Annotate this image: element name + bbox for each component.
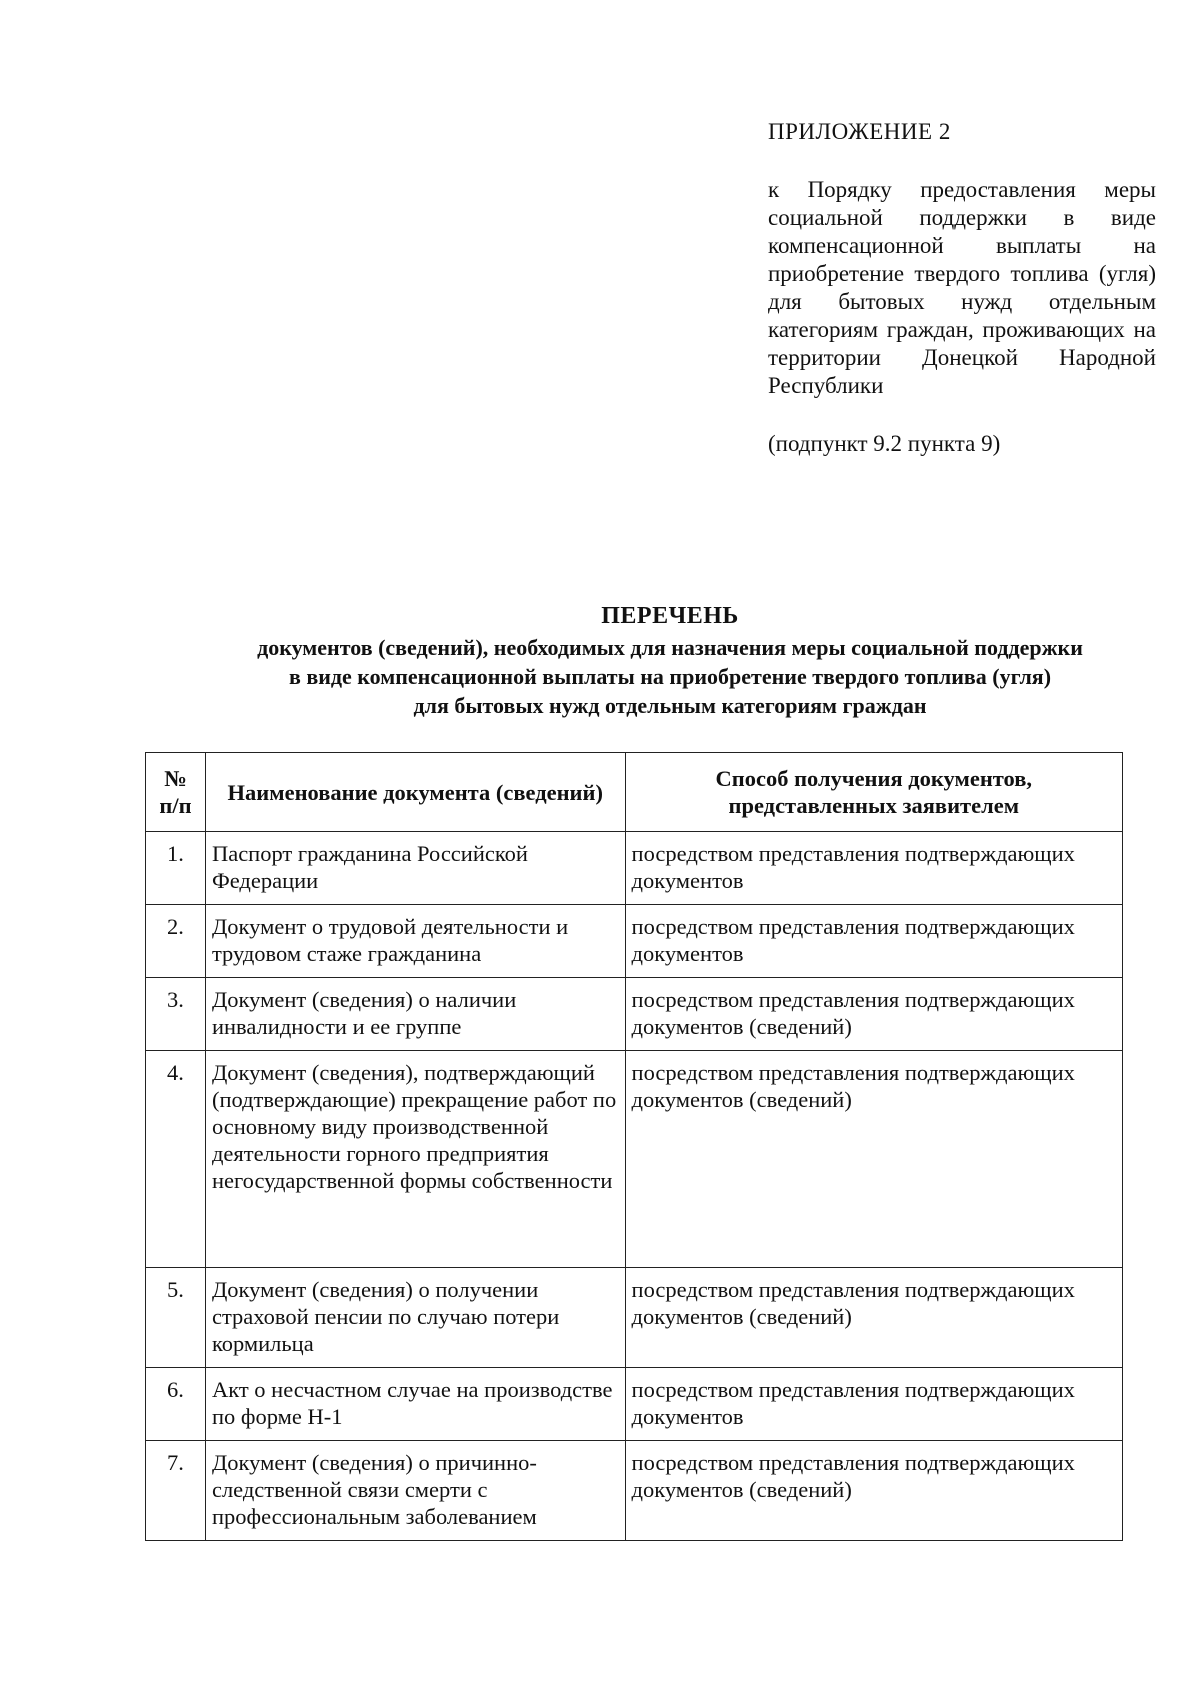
row-method: посредством представления подтверждающих документов — [625, 905, 1122, 978]
row-method: посредством представления подтверждающих документов — [625, 832, 1122, 905]
row-number: 3. — [146, 978, 206, 1051]
table-header-row — [146, 753, 1123, 832]
table-row — [146, 905, 1123, 978]
table-row — [146, 1268, 1123, 1368]
row-document-name: Документ (сведения) о наличии инвалидности и ее группе — [205, 978, 625, 1051]
row-method: посредством представления подтверждающих документов (сведений) — [625, 1268, 1122, 1368]
heading-line-2: в виде компенсационной выплаты на приобретение твердого топлива (угля) — [288, 664, 1052, 689]
header-document-name: Наименование документа (сведений) — [205, 753, 625, 832]
row-method: посредством представления подтверждающих документов (сведений) — [625, 1051, 1122, 1268]
row-number: 2. — [146, 905, 206, 978]
table-row — [146, 978, 1123, 1051]
row-method: посредством представления подтверждающих документов — [625, 1368, 1122, 1441]
row-number: 4. — [146, 1051, 206, 1268]
row-document-name: Документ (сведения) о получении страховой пенсии по случаю потери кормильца — [205, 1268, 625, 1368]
row-method: посредством представления подтверждающих документов (сведений) — [625, 1441, 1122, 1541]
row-document-name: Документ (сведения) о причинно-следственной связи смерти с профессиональным заболеванием — [205, 1441, 625, 1541]
row-document-name: Акт о несчастном случае на производстве по форме Н-1 — [205, 1368, 625, 1441]
row-document-name: Документ о трудовой деятельности и трудовом стаже гражданина — [205, 905, 625, 978]
table-row — [146, 1051, 1123, 1268]
row-document-name: Документ (сведения), подтверждающий (подтверждающие) прекращение работ по основному виду производственной деятельности горного предприятия негосударственной формы собственности — [205, 1051, 625, 1268]
table-row — [146, 1441, 1123, 1541]
row-number: 5. — [146, 1268, 206, 1368]
appendix-subpoint: (подпункт 9.2 пункта 9) — [768, 431, 1001, 456]
row-document-name: Паспорт гражданина Российской Федерации — [205, 832, 625, 905]
table-row — [146, 832, 1123, 905]
heading-title: ПЕРЕЧЕНЬ — [601, 603, 739, 629]
row-method: посредством представления подтверждающих документов (сведений) — [625, 978, 1122, 1051]
row-number: 1. — [146, 832, 206, 905]
header-method: Способ получения документов, представленных заявителем — [625, 753, 1122, 832]
appendix-block — [768, 118, 1156, 458]
row-number: 7. — [146, 1441, 206, 1541]
appendix-reference: к Порядку предоставления меры социальной поддержки в виде компенсационной выплаты на приобретение твердого топлива (угля) для бытовых нужд отдельным категориям граждан, проживающих на территории Донецкой Народной Республики — [768, 177, 1156, 398]
header-number: № п/п — [146, 753, 206, 832]
table-row — [146, 1368, 1123, 1441]
row-number: 6. — [146, 1368, 206, 1441]
heading-line-1: документов (сведений), необходимых для назначения меры социальной поддержки — [257, 635, 1083, 660]
documents-table — [145, 752, 1123, 1541]
heading-line-3: для бытовых нужд отдельным категориям граждан — [413, 693, 927, 718]
appendix-title: ПРИЛОЖЕНИЕ 2 — [768, 119, 951, 144]
document-heading — [140, 602, 1200, 720]
